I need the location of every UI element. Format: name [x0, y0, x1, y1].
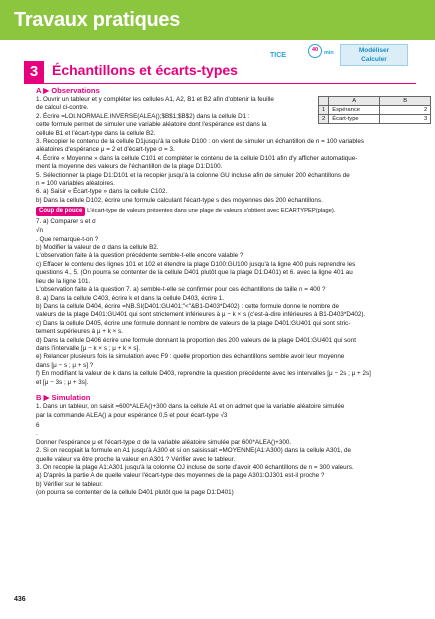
- part-a-heading: A ▶ Observations: [36, 86, 100, 95]
- part-a-line: 4. Écrire « Moyenne » dans la cellule C101 et compléter le contenu de la cellule D101 afin d'y afficher automatique-: [36, 154, 358, 162]
- sheet-col-b: B: [380, 97, 431, 106]
- part-a-line: dans [μ − s ; μ + s] ?: [36, 361, 94, 369]
- part-a-line: L'observation faite à la question précédente semble-t-elle encore valable ?: [36, 252, 244, 260]
- part-b-line: quelle valeur va être proche la valeur en A301 ? Vérifier avec le tableur.: [36, 455, 236, 463]
- sheet-col-a: A: [329, 97, 380, 106]
- part-a-line: questions 4., 5. (On pourra se contenter de la cellule D401 plutôt que la plage D1:D401) et 6. avec la ligne 401 au: [36, 269, 353, 277]
- frac-denominator: 6: [36, 421, 40, 429]
- part-a-line: valeurs de la plage D401:GU401 qui sont strictement inférieures à μ − k × s (c'est-à-dire inférieures à B1-D403*D402).: [36, 311, 366, 319]
- b1-end: .: [36, 430, 38, 438]
- part-a-line: c) Dans la cellule D405, écrire une formule donnant le nombre de valeurs de la plage D401:GU401 qui sont stric-: [36, 319, 351, 327]
- part-b-line: 1. Dans un tableur, on saisit =600*ALEA()+300 dans la cellule A1 et on admet que la variable aléatoire simulée: [36, 402, 345, 410]
- part-a-line: e) Relancer plusieurs fois la simulation avec F9 : quelle proportion des échantillons semble avoir leur moyenne: [36, 353, 345, 361]
- part-a-line: aléatoires d'espérance μ = 2 et d'écart-type σ = 3.: [36, 146, 175, 154]
- section-header: [24, 61, 416, 84]
- tice-badge: TICE: [270, 52, 286, 59]
- part-b-line: 2. Si on recopiait la formule en A1 jusqu'à A300 et si on saisissait =MOYENNE(A1:A300) dans la cellule A301, de: [36, 447, 352, 455]
- part-a-line: L'observation faite à la question 7. a) semble-t-elle se confirmer pour ces échantillons de taille n = 400 ?: [36, 286, 326, 294]
- duration-value: 40: [311, 47, 319, 53]
- sigma-over-sqrt-n: [92, 218, 96, 225]
- part-a-line: cellule B1 et l'écart-type dans la cellule B2.: [36, 129, 156, 137]
- part-a-line: ment la moyenne des valeurs de l'échantillon de la plage D1:D100.: [36, 163, 223, 171]
- part-b-line: 3. On recopie la plage A1:A301 jusqu'à la colonne OJ incluse de sorte d'avoir 400 échantillons de n = 300 valeurs.: [36, 464, 354, 471]
- section-title: Échantillons et écarts-types: [52, 62, 238, 78]
- page-banner: [0, 0, 435, 40]
- sheet-cell-b2: 3: [380, 115, 431, 124]
- part-a-line: d) Dans la cellule D406 écrire une formule donnant la proportion des 200 valeurs de la plage D401:GU401 qui sont: [36, 336, 356, 344]
- part-b-line: [36, 412, 416, 421]
- part-a-line: 2. Écrire =LOI.NORMALE.INVERSE(ALEA();$B$1;$B$2) dans la cellule D1 :: [36, 112, 250, 120]
- clock-icon: [308, 44, 322, 58]
- exercise-body: [36, 86, 416, 498]
- part-a-line: c) Effacer le contenu des lignes 101 et 102 et étendre la plage D100:GU100 jusqu'à la ligne 400 puis reprendre les: [36, 260, 356, 268]
- q7a-question: . Que remarque-t-on ?: [36, 235, 99, 243]
- frac-denominator: √n: [36, 227, 43, 235]
- frac-numerator: σ: [92, 217, 96, 225]
- sheet-cell-b1: 2: [380, 106, 431, 115]
- part-a-line: cette formule permet de simuler une variable aléatoire dont l'espérance est dans la: [36, 121, 267, 129]
- sheet-row-2: 2: [319, 115, 329, 124]
- part-a-line: b) Dans la cellule D404, écrire =NB.SI(D401:GU401;"<"&B1-D403*D402) : cette formule donne le nombre de: [36, 302, 340, 310]
- duration-unit: min: [324, 50, 334, 56]
- tip-box: [36, 207, 416, 215]
- part-a-line: b) Dans la cellule D102, écrire une formule calculant l'écart-type s des moyennes des 200 échantillons.: [36, 196, 323, 204]
- part-a-line: 1. Ouvrir un tableur et y compléter les cellules A1, A2, B1 et B2 afin d'obtenir la feuille: [36, 96, 274, 103]
- skill-modeliser: Modéliser: [358, 47, 390, 54]
- part-a-line: lieu de la ligne 101.: [36, 277, 91, 285]
- part-a-line: [36, 218, 416, 227]
- part-a-line: de calcul ci-contre.: [36, 104, 89, 112]
- skill-calculer: Calculer: [361, 55, 387, 63]
- banner-title: Travaux pratiques: [14, 9, 181, 31]
- part-a-line: b) Modifier la valeur de σ dans la cellule B2.: [36, 244, 159, 252]
- tip-text: L'écart-type de valeurs présentes dans une plage de valeurs s'obtient avec ECARTYPEP(plage).: [87, 208, 336, 215]
- part-a-line: et [μ − 3s ; μ + 3s].: [36, 378, 89, 386]
- part-a-line: f) En modifiant la valeur de k dans la cellule D403, reprendre la question précédente avec les intervalles [μ − 2s ; μ + 2s]: [36, 370, 371, 378]
- part-a-line: n = 100 variables aléatoires.: [36, 180, 115, 188]
- part-a-line: 5. Sélectionner la plage D1:D101 et la recopier jusqu'à la colonne GU incluse afin de simuler 200 échantillons de: [36, 171, 350, 179]
- part-b-line: a) D'après la partie A de quelle valeur l'écart-type des moyennes de la page A301:OJ301 est-il proche ?: [36, 472, 325, 480]
- part-a-line: 3. Recopier le contenu de la cellule D1jusqu'à la cellule D100 : on vient de simuler un échantillon de n = 100 variables: [36, 138, 364, 146]
- sheet-cell-a2: Écart-type: [329, 115, 380, 124]
- page-number: 436: [14, 596, 26, 603]
- part-a-line: 6. a) Saisir « Écart-type » dans la cellule C102.: [36, 188, 168, 196]
- frac-numerator: √3: [220, 412, 228, 420]
- sheet-cell-a1: Espérance: [329, 106, 380, 115]
- q7a-text: 7. a) Comparer s et: [36, 217, 91, 225]
- b1-text: par la commande ALEA() a pour espérance 0,5 et pour écart-type: [36, 412, 219, 420]
- part-b-line: (on pourra se contenter de la cellule D401 plutôt que la page D1:D401): [36, 489, 234, 497]
- sheet-row-1: 1: [319, 106, 329, 115]
- part-b-line: b) Vérifier sur le tableur.: [36, 480, 103, 488]
- section-number: 3: [24, 61, 44, 83]
- part-a-line: tement supérieures à μ + k × s.: [36, 328, 123, 336]
- part-a-line: dans l'intervalle [μ − k × s ; μ + k × s].: [36, 344, 141, 352]
- tip-label: Coup de pouce: [36, 207, 85, 215]
- part-a-line: 8. a) Dans la cellule C403, écrire k et dans la cellule D403, écrire 1.: [36, 294, 224, 302]
- part-b-line: Donner l'espérance μ et l'écart-type σ de la variable aléatoire simulée par 600*ALEA()+300.: [36, 438, 292, 446]
- sqrt3-over-6: [220, 412, 227, 419]
- part-b-heading: B ▶ Simulation: [36, 392, 91, 402]
